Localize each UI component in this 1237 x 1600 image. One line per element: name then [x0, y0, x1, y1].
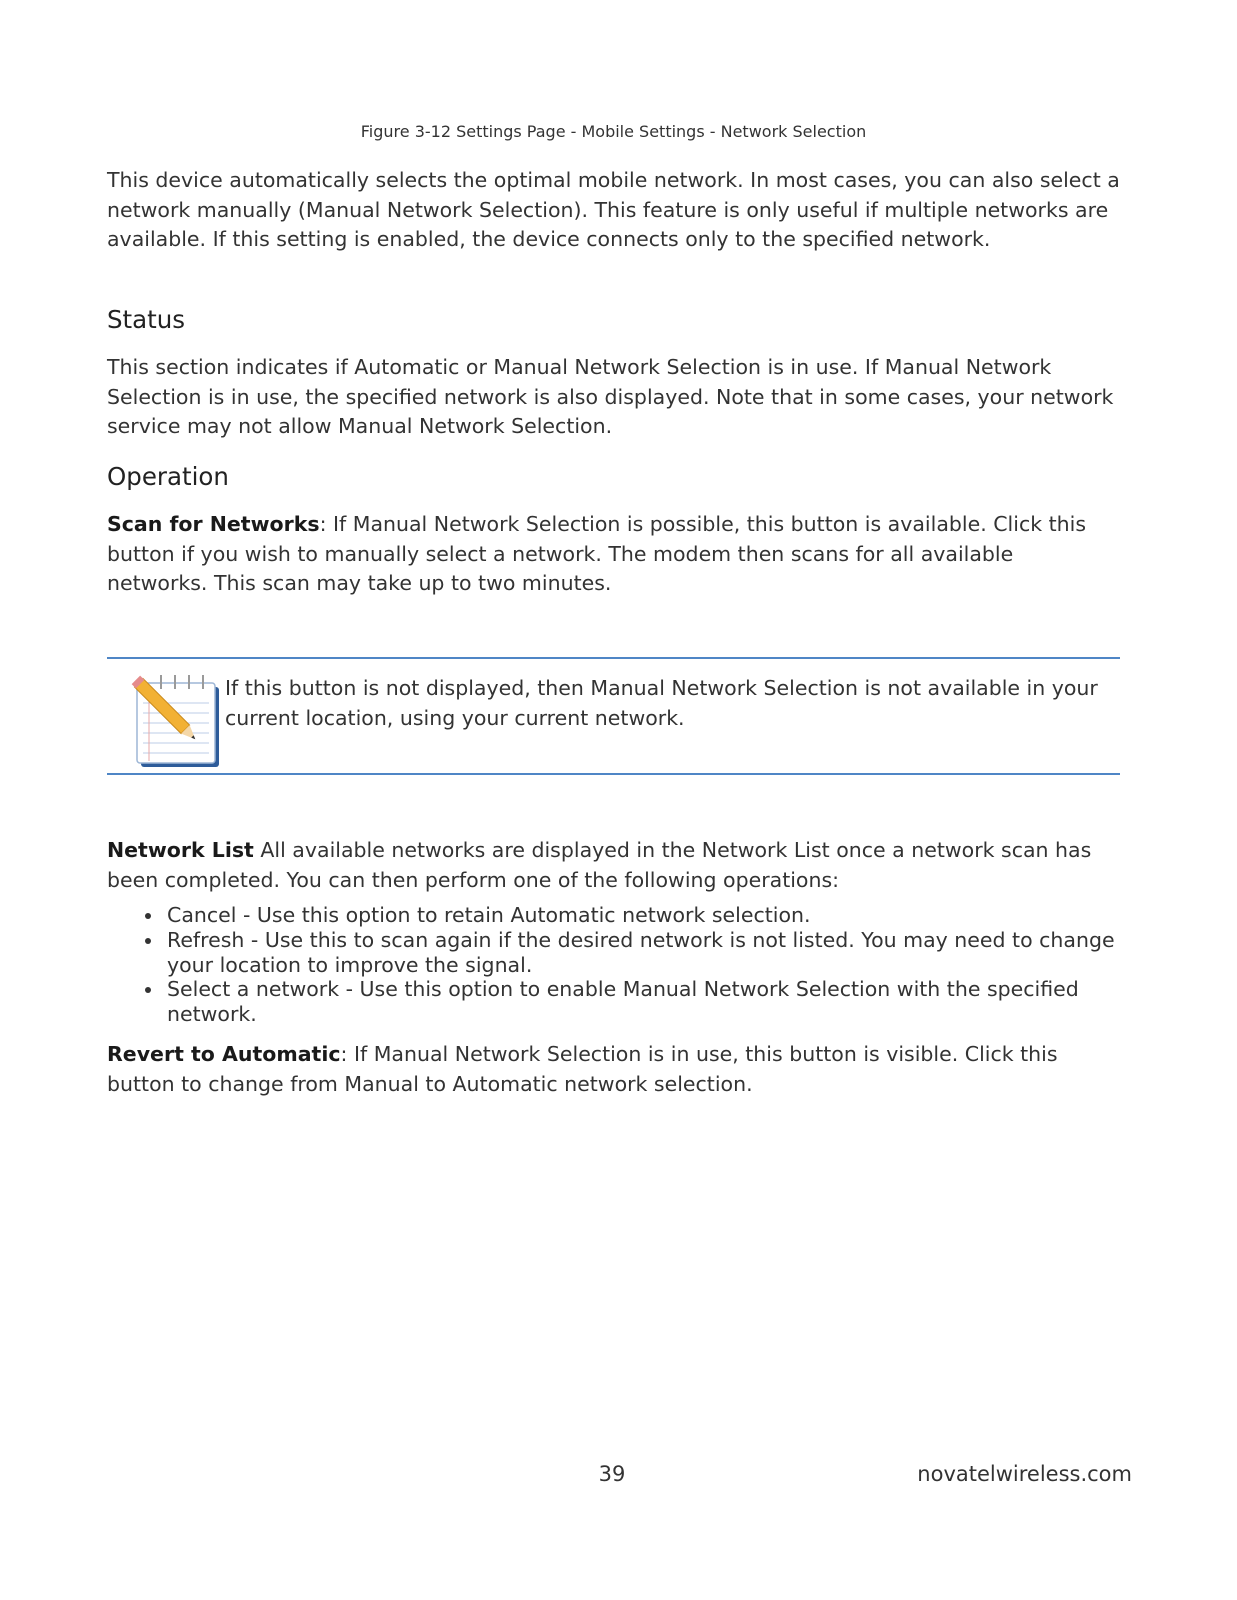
note-box — [107, 657, 1120, 775]
document-page — [107, 0, 1132, 1600]
status-paragraph: This section indicates if Automatic or Manual Network Selection is in use. If Manual Network Selection is in use, the specified network is also displayed. Note that in some cases, your network service may not allow Manual Network Selection. — [107, 355, 1114, 439]
intro-paragraph: This device automatically selects the optimal mobile network. In most cases, you can also select a network manually (Manual Network Selection). This feature is only useful if multiple networks are available. If this setting is enabled, the device connects only to the specified network. — [107, 168, 1120, 252]
revert-paragraph — [107, 1040, 1120, 1099]
list-item: Cancel - Use this option to retain Automatic network selection. — [167, 903, 1120, 928]
operations-list — [107, 903, 1120, 1027]
list-item: Select a network - Use this option to enable Manual Network Selection with the specified network. — [167, 977, 1120, 1027]
footer-website: novatelwireless.com — [917, 1462, 1132, 1486]
scan-description: : If Manual Network Selection is possible, this button is available. Click this button if you wish to manually select a network. The modem then scans for all available networks. This scan may take up to two minutes. — [107, 512, 1087, 596]
revert-to-automatic-term: Revert to Automatic — [107, 1042, 341, 1066]
network-list-paragraph — [107, 836, 1120, 895]
scan-for-networks-term: Scan for Networks — [107, 512, 320, 536]
figure-caption: Figure 3-12 Settings Page - Mobile Settings - Network Selection — [360, 122, 867, 141]
network-list-description: All available networks are displayed in the Network List once a network scan has been completed. You can then perform one of the following operations: — [107, 838, 1092, 892]
list-item: Refresh - Use this to scan again if the desired network is not listed. You may need to change your location to improve the signal. — [167, 928, 1120, 978]
page-number: 39 — [598, 1462, 626, 1486]
network-list-term: Network List — [107, 838, 254, 862]
revert-description: : If Manual Network Selection is in use, this button is visible. Click this button to change from Manual to Automatic network selection. — [107, 1042, 1058, 1096]
scan-paragraph — [107, 510, 1120, 599]
notepad-pencil-icon — [119, 667, 223, 771]
status-heading: Status — [107, 305, 186, 334]
operation-heading: Operation — [107, 462, 229, 491]
note-text: If this button is not displayed, then Manual Network Selection is not available in your current location, using your current network. — [225, 676, 1098, 730]
